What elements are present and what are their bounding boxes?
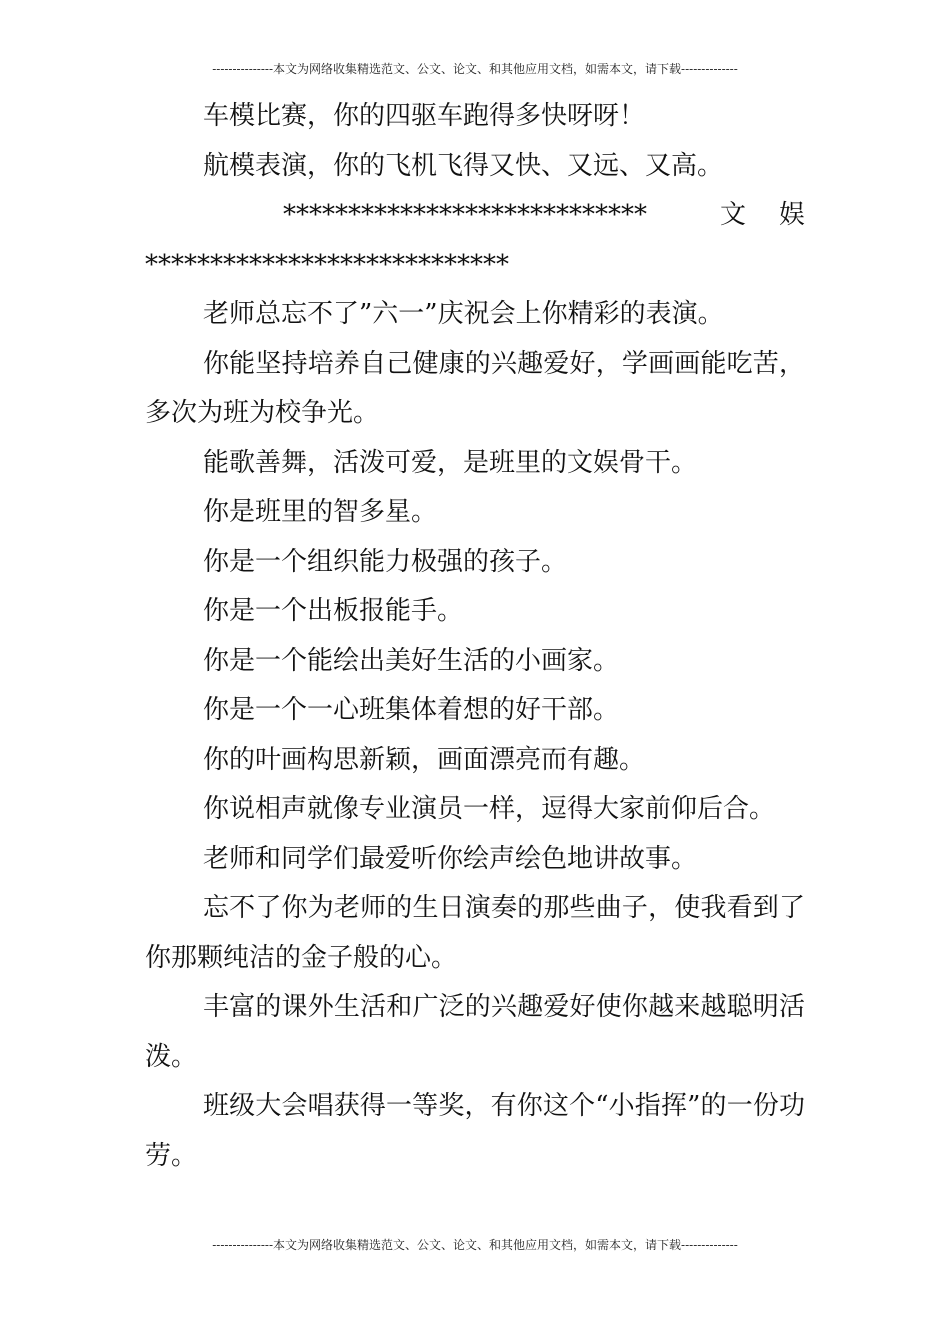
paragraph: 你能坚持培养自己健康的兴趣爱好，学画画能吃苦，多次为班为校争光。	[145, 348, 805, 428]
divider-word-1: 文	[719, 200, 746, 230]
paragraph: 航模表演，你的飞机飞得又快、又远、又高。	[203, 150, 724, 181]
footer-banner: ---------------本文为网络收集精选范文、公文、论文、和其他应用文档，如需本文，请下载--------------	[212, 1238, 738, 1252]
paragraph: 车模比赛，你的四驱车跑得多快呀呀！	[203, 101, 646, 131]
paragraph: 你的叶画构思新颖，画面漂亮而有趣。	[203, 744, 646, 775]
paragraph: 你是一个能绘出美好生活的小画家。	[203, 645, 620, 676]
paragraph: 能歌善舞，活泼可爱，是班里的文娱骨干。	[203, 447, 698, 478]
paragraph: 你是一个一心班集体着想的好干部。	[203, 695, 620, 725]
paragraph: 你说相声就像专业演员一样，逗得大家前仰后合。	[203, 794, 776, 824]
divider-stars-right: ****************************	[145, 249, 509, 280]
paragraph: 班级大会唱获得一等奖，有你这个“小指挥”的一份功劳。	[145, 1091, 805, 1171]
paragraph: 你是一个组织能力极强的孩子。	[203, 546, 568, 577]
paragraph: 老师总忘不了”六一”庆祝会上你精彩的表演。	[203, 299, 724, 329]
paragraph: 你是班里的智多星。	[203, 497, 438, 527]
paragraph: 丰富的课外生活和广泛的兴趣爱好使你越来越聪明活泼。	[145, 992, 805, 1072]
paragraph: 老师和同学们最爱听你绘声绘色地讲故事。	[203, 843, 698, 874]
header-banner: ---------------本文为网络收集精选范文、公文、论文、和其他应用文档，如需本文，请下载--------------	[212, 62, 738, 76]
document-body	[145, 92, 805, 1181]
paragraph: 你是一个出板报能手。	[203, 596, 464, 626]
paragraph: 忘不了你为老师的生日演奏的那些曲子，使我看到了你那颗纯洁的金子般的心。	[145, 893, 805, 973]
section-divider	[145, 191, 805, 241]
divider-stars-left: ****************************	[283, 200, 647, 230]
divider-word-2: 娱	[778, 200, 805, 230]
